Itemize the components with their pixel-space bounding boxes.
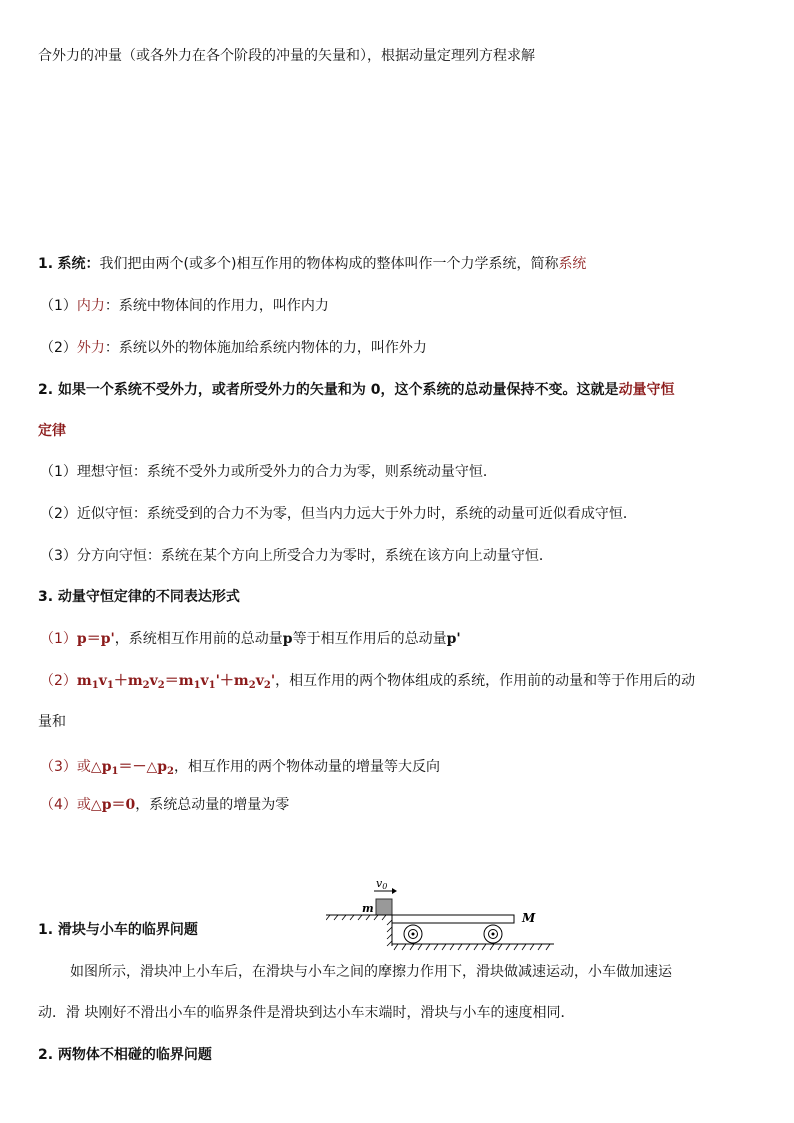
law-text: 如果一个系统不受外力，或者所受外力的矢量和为 0，这个系统的总动量保持不变。这就是 [57,382,619,398]
form-2-continuation: 量和 [38,714,66,730]
form-4 [40,795,289,815]
form-3 [40,757,440,777]
external-force-item [40,338,427,358]
form-2-text: ，相互作用的两个物体组成的系统，作用前的动量和等于作用后的动 [275,673,696,689]
platform-hatch [326,915,386,920]
law-item-direction: （3）分方向守恒：系统在某个方向上所受合力为零时，系统在该方向上动量守恒． [40,548,553,564]
ground-hatch [394,944,550,950]
internal-prefix: （1） [40,298,77,314]
form-4-prefix: （4） [40,797,77,813]
v0-label: v0 [376,877,388,891]
form-2-prefix: （2） [40,673,77,689]
law-item-approx: （2）近似守恒：系统受到的合力不为零，但当内力远大于外力时，系统的动量可近似看成守恒． [40,506,637,522]
form-4-formula: △p＝0 [90,797,136,813]
slider-block [376,899,392,915]
critical-title-1: 1. 滑块与小车的临界问题 [38,922,198,938]
system-definition [38,254,586,274]
form-1 [40,629,461,649]
form-1-p2: p' [446,631,461,647]
form-1-prefix: （1） [40,631,77,647]
forms-title: 3. 动量守恒定律的不同表达形式 [38,589,240,605]
form-1-formula: p＝p' [76,631,115,647]
internal-term: 内力 [76,298,105,314]
external-text: ：系统以外的物体施加给系统内物体的力，叫作外力 [104,340,427,356]
wall-hatch [387,920,392,946]
system-number: 1. [38,256,54,272]
law-term-part2: 定律 [38,423,66,439]
internal-force-item [40,296,329,316]
law-number: 2. [38,382,54,398]
critical-paragraph-line2: 动．滑 块刚好不滑出小车的临界条件是滑块到达小车末端时，滑块与小车的速度相同． [38,1005,575,1021]
cart-body [392,915,514,923]
form-3-word: 或 [76,759,91,775]
law-statement [38,380,675,400]
system-title: 系统： [57,256,100,272]
v0-arrowhead [392,888,397,894]
form-1-text: ，系统相互作用前的总动量 [114,631,283,647]
external-term: 外力 [76,340,105,356]
intro-text: 合外力的冲量（或各外力在各个阶段的冲量的矢量和），根据动量定理列方程求解 [38,48,535,64]
form-3-prefix: （3） [40,759,77,775]
m-label: m [362,902,374,915]
system-term: 系统 [558,256,587,272]
form-4-text: ，系统总动量的增量为零 [135,797,290,813]
internal-text: ：系统中物体间的作用力，叫作内力 [104,298,329,314]
M-label: M [522,911,536,925]
form-1-p: p [282,631,293,647]
critical-paragraph-line1: 如图所示，滑块冲上小车后，在滑块与小车之间的摩擦力作用下，滑块做减速运动，小车做加速运 [70,964,672,980]
law-term-part1: 动量守恒 [618,382,675,398]
form-3-text: ，相互作用的两个物体动量的增量等大反向 [173,759,440,775]
form-2-formula: $m_1v_1+m_2v_2=m_1v_1'+m_2v_2'$ [76,673,276,691]
law-item-ideal: （1）理想守恒：系统不受外力或所受外力的合力为零，则系统动量守恒． [40,464,497,480]
external-prefix: （2） [40,340,77,356]
form-4-word: 或 [76,797,91,813]
form-2 [40,671,695,691]
critical-title-2: 2. 两物体不相碰的临界问题 [38,1047,212,1063]
form-3-formula: $\triangle p_1=-\triangle p_2$ [90,759,174,777]
slider-cart-figure [326,874,558,952]
form-1-text2: 等于相互作用后的总动量 [292,631,447,647]
system-text: 我们把由两个(或多个)相互作用的物体构成的整体叫作一个力学系统，简称 [99,256,559,272]
